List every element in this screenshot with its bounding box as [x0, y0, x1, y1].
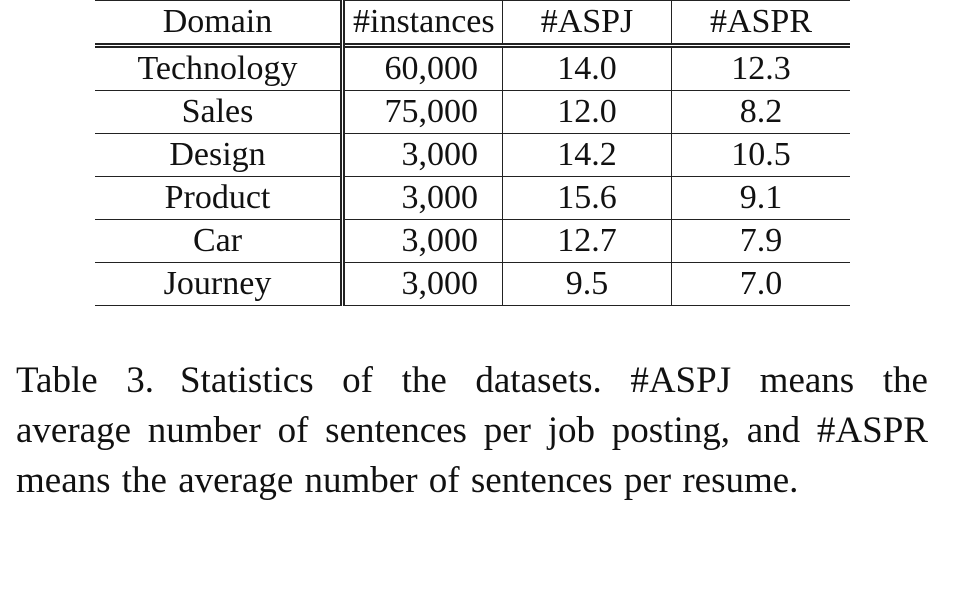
cell-domain: Journey [163, 265, 272, 302]
cell-instances: 3,000 [343, 177, 503, 220]
statistics-table-container [95, 0, 850, 306]
table-header [95, 1, 850, 46]
header-row [95, 1, 850, 46]
cell-instances: 3,000 [343, 134, 503, 177]
cell-instances: 3,000 [343, 220, 503, 263]
cell-aspr: 7.0 [672, 263, 851, 306]
cell-domain: Product [164, 179, 271, 216]
cell-aspj: 14.2 [503, 134, 672, 177]
cell-aspj: 14.0 [503, 46, 672, 91]
cell-aspr: 12.3 [672, 46, 851, 91]
cell-domain: Technology [137, 50, 298, 87]
cell-aspr: 9.1 [672, 177, 851, 220]
cell-aspj: 9.5 [503, 263, 672, 306]
table-row [95, 220, 850, 263]
header-instances: #instances [343, 1, 503, 46]
cell-aspj: 12.7 [503, 220, 672, 263]
cell-domain: Car [192, 222, 243, 259]
header-aspj: #ASPJ [503, 1, 672, 46]
table-row [95, 134, 850, 177]
table-caption [16, 356, 928, 506]
cell-aspr: 7.9 [672, 220, 851, 263]
cell-instances: 3,000 [343, 263, 503, 306]
caption-text: Statistics of the datasets. #ASPJ means the average number of sentences per job posting, and #ASPR means the average number of sentences per resume. [16, 360, 928, 501]
cell-aspr: 8.2 [672, 91, 851, 134]
table-row [95, 46, 850, 91]
table-row [95, 263, 850, 306]
caption-label: Table 3. [16, 360, 154, 401]
cell-domain: Sales [181, 93, 254, 130]
header-aspr: #ASPR [672, 1, 851, 46]
table-row [95, 177, 850, 220]
statistics-table [95, 0, 850, 306]
header-domain: Domain [162, 3, 273, 40]
table-body [95, 46, 850, 306]
cell-instances: 60,000 [343, 46, 503, 91]
cell-aspj: 15.6 [503, 177, 672, 220]
cell-instances: 75,000 [343, 91, 503, 134]
cell-domain: Design [169, 136, 266, 173]
cell-aspr: 10.5 [672, 134, 851, 177]
table-row [95, 91, 850, 134]
cell-aspj: 12.0 [503, 91, 672, 134]
